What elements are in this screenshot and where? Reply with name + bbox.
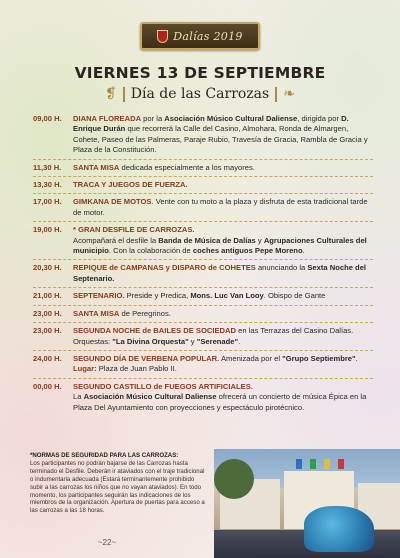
event-row [33, 114, 373, 156]
event-time: 00,00 H. [33, 381, 62, 391]
event-time: 17,00 H. [33, 197, 62, 207]
event-text: Acompañará el desfile la [73, 235, 159, 245]
event-row [33, 263, 373, 284]
event-text: Plaza de Juan Pablo II. [96, 364, 177, 374]
event-text: dedicada especialmente a los mayores. [119, 162, 255, 172]
divider [123, 87, 125, 102]
event-text: , dirigida por [297, 114, 342, 123]
event-text: Asociación Músico Cultural Daliense [83, 392, 217, 402]
event-heading: SEGUNDO CASTILLO de FUEGOS ARTIFICIALES. [73, 381, 253, 391]
event-description [73, 114, 373, 156]
event-divider [33, 159, 373, 160]
event-text: y [255, 235, 264, 245]
event-heading: REPIQUE de CAMPANAS y DISPARO de COHETES [73, 263, 256, 273]
event-time: 09,00 H. [33, 114, 62, 123]
event-heading: SANTA MISA [73, 162, 120, 172]
event-text: en las Terrazas del Casino Dalías. Orquestas: [73, 326, 354, 346]
event-heading: Lugar: [73, 364, 97, 374]
safety-rules-body: Los participantes no podrán bajarse de las Carrozas hasta terminado el Desfile. Deberán ir ataviados con el traje tradicional o indumentaria adecuada (Estará terminantemente prohibido subir a las carrozas los niños que no vayan ataviados). En todo momento, los participantes seguirán las indicaciones de los miembros de la organización. Apertura de puertas para acceso a las carrozas a las 18 horas. [30, 459, 205, 515]
event-text: . Con la colaboración de [108, 246, 193, 256]
safety-rules [30, 452, 206, 515]
event-description [73, 291, 373, 301]
event-text: que recorrerá la Calle del Casino, Almohara, Ronda de Almargen, Cohete, Paseo de las Palmeras, Paraje Rubio, Travesía de Gracia, Rambla de Gracia y Plaza de la Constitución. [73, 124, 368, 155]
event-text: La [73, 392, 84, 402]
event-text: D. Enrique Durán [73, 114, 349, 134]
tree [214, 459, 254, 499]
event-description [73, 309, 373, 319]
event-heading: * GRAN DESFILE DE CARROZAS. [73, 225, 195, 235]
flag [324, 459, 330, 469]
divider [275, 87, 277, 102]
event-row [33, 180, 373, 190]
page-title: VIERNES 13 DE SEPTIEMBRE [74, 64, 326, 82]
event-row [33, 225, 373, 256]
event-text: "Grupo Septiembre" [282, 353, 356, 363]
event-text: Asociación Músico Cultural Daliense [164, 114, 298, 123]
dalias-2019-badge [140, 22, 260, 50]
event-text: Banda de Música de Dalías [158, 235, 256, 245]
event-time: 19,00 H. [33, 225, 62, 235]
event-heading: SANTA MISA [73, 308, 120, 318]
event-text: Sexta Noche del Septenario. [73, 263, 367, 283]
event-divider [33, 176, 373, 177]
event-row [33, 197, 373, 218]
event-description [73, 163, 373, 173]
event-heading: SEGUNDA NOCHE de BAILES DE SOCIEDAD [73, 326, 237, 336]
event-divider [33, 305, 373, 306]
ornament-right-icon: ❧ [283, 86, 295, 102]
event-heading: GIMKANA DE MOTOS [73, 197, 152, 207]
page-subtitle: Día de las Carrozas [130, 86, 270, 102]
event-description [73, 225, 373, 256]
event-list [33, 114, 373, 413]
event-row [33, 354, 373, 375]
event-divider [33, 193, 373, 194]
event-time: 21,00 H. [33, 291, 62, 301]
page-number: ~22~ [97, 538, 117, 547]
event-description [73, 354, 373, 375]
event-heading: TRACA Y JUEGOS DE FUERZA. [73, 180, 188, 190]
event-time: 20,30 H. [33, 263, 62, 273]
event-text: Agrupaciones Culturales del municipio [73, 235, 367, 256]
event-description [73, 326, 373, 347]
flag [296, 459, 302, 469]
event-divider [33, 378, 373, 379]
event-text: "Serenade" [196, 336, 239, 346]
parade-photo [214, 449, 400, 558]
event-row [33, 326, 373, 347]
event-divider [33, 259, 373, 260]
event-heading: SEGUNDO DÍA DE VERBENA POPULAR. [73, 353, 220, 363]
badge-label: Dalías 2019 [173, 29, 243, 43]
event-text: de Peregrinos. [119, 308, 171, 318]
coat-of-arms-icon [157, 30, 168, 43]
event-text: . [302, 246, 305, 256]
event-text: "La Divina Orquesta" [112, 336, 189, 346]
flag [310, 459, 316, 469]
event-row [33, 163, 373, 173]
event-time: 23,00 H. [33, 308, 62, 318]
event-description [73, 197, 373, 218]
event-time: 23,00 H. [33, 326, 62, 336]
event-text: Preside y Predica, [124, 291, 191, 301]
event-description [73, 382, 373, 413]
event-text: . Vente con tu moto a la plaza y disfruta de esta tradicional tarde de motor. [73, 197, 368, 217]
ornament-left-icon: ❡ [105, 86, 117, 102]
event-divider [33, 221, 373, 222]
event-row [33, 382, 373, 413]
event-row [33, 291, 373, 301]
parade-float [304, 506, 374, 552]
event-time: 24,00 H. [33, 353, 62, 363]
safety-rules-title: *NORMAS DE SEGURIDAD PARA LAS CARROZAS: [30, 452, 179, 459]
event-time: 11,30 H. [33, 162, 62, 172]
event-text: Amenizada por el [219, 353, 283, 363]
event-text: por la [141, 114, 165, 123]
page-subtitle-row [0, 86, 400, 102]
flag [338, 459, 344, 469]
event-text: anunciando la [255, 263, 308, 273]
event-text: ofrecerá un concierto de música Épica en la Plaza Del Ayuntamiento con proyecciones y espectáculo pirotécnico. [73, 392, 367, 412]
event-text: coches antiguos Pepe Moreno [192, 246, 303, 256]
event-row [33, 309, 373, 319]
event-text: . [355, 353, 358, 363]
event-text: y [188, 336, 197, 346]
event-description [73, 180, 373, 190]
event-text: . Obispo de Gante [263, 291, 326, 301]
event-description [73, 263, 373, 284]
event-heading: DIANA FLOREADA [73, 114, 142, 123]
event-time: 13,30 H. [33, 180, 62, 190]
event-divider [33, 350, 373, 351]
event-text: . [238, 336, 241, 346]
event-text: Mons. Luc Van Looy [190, 291, 264, 301]
event-heading: SEPTENARIO. [73, 291, 125, 301]
event-divider [33, 322, 373, 323]
event-divider [33, 287, 373, 288]
